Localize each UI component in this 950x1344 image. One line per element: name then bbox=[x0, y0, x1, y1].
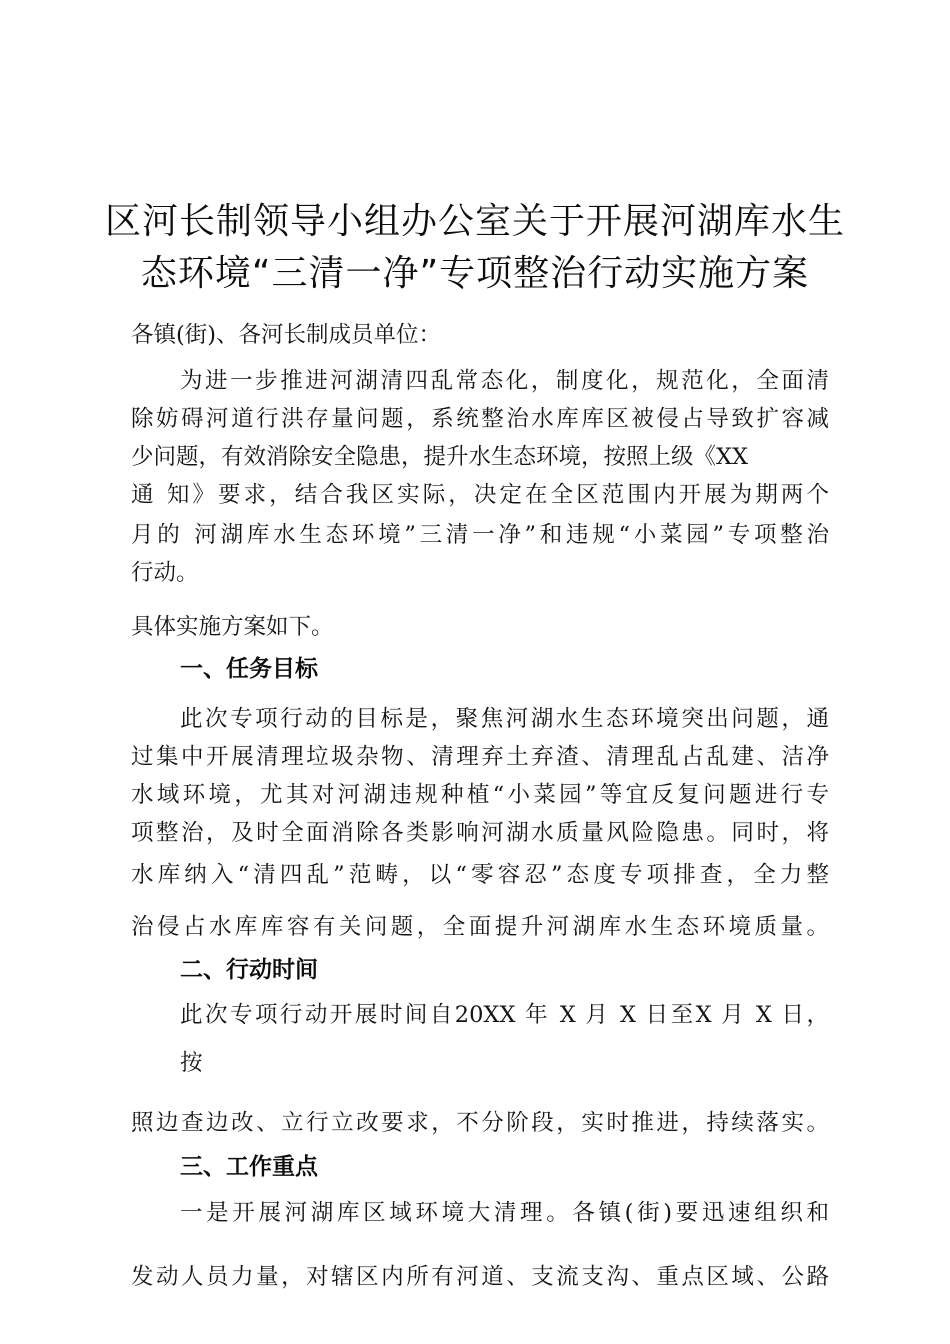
section-heading-work-focus: 三、工作重点 bbox=[180, 1154, 318, 1180]
intro-line-1: 为进一步推进河湖清四乱常态化，制度化，规范化，全面清 bbox=[180, 368, 829, 394]
intro-line-3: 少问题，有效消除安全隐患，提升水生态环境，按照上级《XX bbox=[131, 444, 749, 470]
section-3-line-2: 发动人员力量，对辖区内所有河道、支流支沟、重点区域、公路 bbox=[131, 1264, 829, 1290]
section-1-line-1: 此次专项行动的目标是，聚焦河湖水生态环境突出问题，通 bbox=[180, 706, 829, 732]
section-2-line-2: 按 bbox=[180, 1050, 203, 1076]
section-1-line-4: 项整治，及时全面消除各类影响河湖水质量风险隐患。同时，将 bbox=[131, 820, 829, 846]
section-1-line-5: 水库纳入“清四乱”范畴，以“零容忍”态度专项排查，全力整 bbox=[131, 862, 829, 888]
salutation: 各镇(街)、各河长制成员单位： bbox=[131, 322, 442, 348]
section-heading-task-goal: 一、任务目标 bbox=[180, 656, 318, 682]
section-2-line-1: 此次专项行动开展时间自20XX 年 X 月 X 日至X 月 X 日， bbox=[180, 1002, 829, 1028]
intro-line-5: 月的 河湖库水生态环境”三清一净”和违规“小菜园”专项整治 bbox=[131, 522, 829, 548]
section-1-line-2: 过集中开展清理垃圾杂物、清理弃土弃渣、清理乱占乱建、洁净 bbox=[131, 744, 829, 770]
section-1-line-6: 治侵占水库库容有关问题，全面提升河湖库水生态环境质量。 bbox=[131, 914, 829, 940]
lead-sentence: 具体实施方案如下。 bbox=[131, 614, 334, 640]
intro-line-6: 行动。 bbox=[131, 560, 199, 586]
section-2-line-3: 照边查边改、立行立改要求，不分阶段，实时推进，持续落实。 bbox=[131, 1110, 829, 1136]
section-1-line-3: 水域环境，尤其对河湖违规种植“小菜园”等宜反复问题进行专 bbox=[131, 782, 829, 808]
section-3-line-1: 一是开展河湖库区域环境大清理。各镇(街)要迅速组织和 bbox=[180, 1200, 829, 1226]
intro-line-2: 除妨碍河道行洪存量问题，系统整治水库库区被侵占导致扩容减 bbox=[131, 406, 829, 432]
document-title-line-1: 区河长制领导小组办公室关于开展河湖库水生 bbox=[104, 201, 845, 242]
section-heading-action-time: 二、行动时间 bbox=[180, 957, 318, 983]
document-title-line-2: 态环境“三清一净”专项整治行动实施方案 bbox=[140, 253, 810, 294]
intro-line-4: 通 知》要求，结合我区实际，决定在全区范围内开展为期两个 bbox=[131, 482, 829, 508]
